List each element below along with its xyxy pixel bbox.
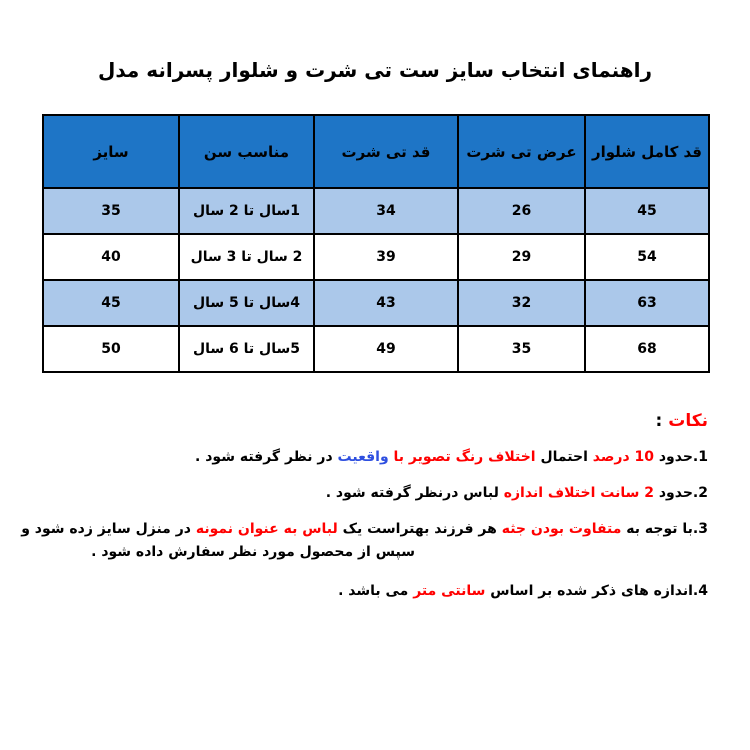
table-row <box>43 234 709 280</box>
text-segment: 1.حدود <box>653 449 708 465</box>
note-2 <box>42 483 708 504</box>
column-header-shirt-length: قد تی شرت <box>314 115 458 188</box>
table-cell: 2 سال تا 3 سال <box>179 234 314 280</box>
table-cell: 32 <box>458 280 585 326</box>
table-cell: 40 <box>43 234 179 280</box>
table-cell: 4سال تا 5 سال <box>179 280 314 326</box>
table-cell: 45 <box>43 280 179 326</box>
table-row <box>43 188 709 234</box>
text-segment: اختلاف رنگ تصویر با <box>388 449 536 465</box>
table-cell: 68 <box>585 326 709 372</box>
table-row <box>43 326 709 372</box>
text-segment: 4.اندازه های ذکر شده بر اساس <box>485 583 708 599</box>
table-header-row <box>43 115 709 188</box>
note-3-line-2 <box>42 542 415 563</box>
notes-section <box>21 411 708 602</box>
note-1 <box>42 447 708 468</box>
text-segment: نکات <box>668 411 708 431</box>
table-cell: 49 <box>314 326 458 372</box>
table-cell: 45 <box>585 188 709 234</box>
text-segment: در نظر گرفته شود . <box>195 449 338 465</box>
column-header-size: سایز <box>43 115 179 188</box>
table-cell: 35 <box>43 188 179 234</box>
note-3-line-1 <box>21 519 708 540</box>
table-cell: 1سال تا 2 سال <box>179 188 314 234</box>
text-segment: احتمال <box>535 449 593 465</box>
table-cell: 39 <box>314 234 458 280</box>
table-cell: 26 <box>458 188 585 234</box>
text-segment: : <box>655 411 669 431</box>
text-segment: 2.حدود <box>653 485 708 501</box>
table-cell: 29 <box>458 234 585 280</box>
table-cell: 54 <box>585 234 709 280</box>
column-header-age: مناسب سن <box>179 115 314 188</box>
text-segment: می باشد . <box>338 583 414 599</box>
text-segment: سپس از محصول مورد نظر سفارش داده شود . <box>91 544 415 560</box>
notes-heading <box>42 411 708 431</box>
table-cell: 34 <box>314 188 458 234</box>
text-segment: در منزل سایز زده شود و <box>21 521 196 537</box>
table-cell: 35 <box>458 326 585 372</box>
text-segment: لباس درنظر گرفته شود . <box>325 485 504 501</box>
size-table <box>42 114 710 373</box>
text-segment: لباس به عنوان نمونه <box>195 521 338 537</box>
page-title: راهنمای انتخاب سایز ست تی شرت و شلوار پسرانه مدل <box>97 58 653 82</box>
text-segment: هر فرزند بهتراست یک <box>337 521 502 537</box>
note-4 <box>42 581 708 602</box>
text-segment: 3.با توجه به <box>621 521 708 537</box>
table-cell: 63 <box>585 280 709 326</box>
text-segment: واقعیت <box>337 449 389 465</box>
column-header-shirt-width: عرض تی شرت <box>458 115 585 188</box>
table-cell: 43 <box>314 280 458 326</box>
text-segment: سانتی متر <box>413 583 486 599</box>
table-cell: 5سال تا 6 سال <box>179 326 314 372</box>
text-segment: 2 سانت اختلاف اندازه <box>503 485 654 501</box>
column-header-pants-length: قد کامل شلوار <box>585 115 709 188</box>
size-table-body <box>43 188 709 372</box>
text-segment: متفاوت بودن جثه <box>501 521 622 537</box>
text-segment: 10 درصد <box>592 449 654 465</box>
table-cell: 50 <box>43 326 179 372</box>
table-row <box>43 280 709 326</box>
